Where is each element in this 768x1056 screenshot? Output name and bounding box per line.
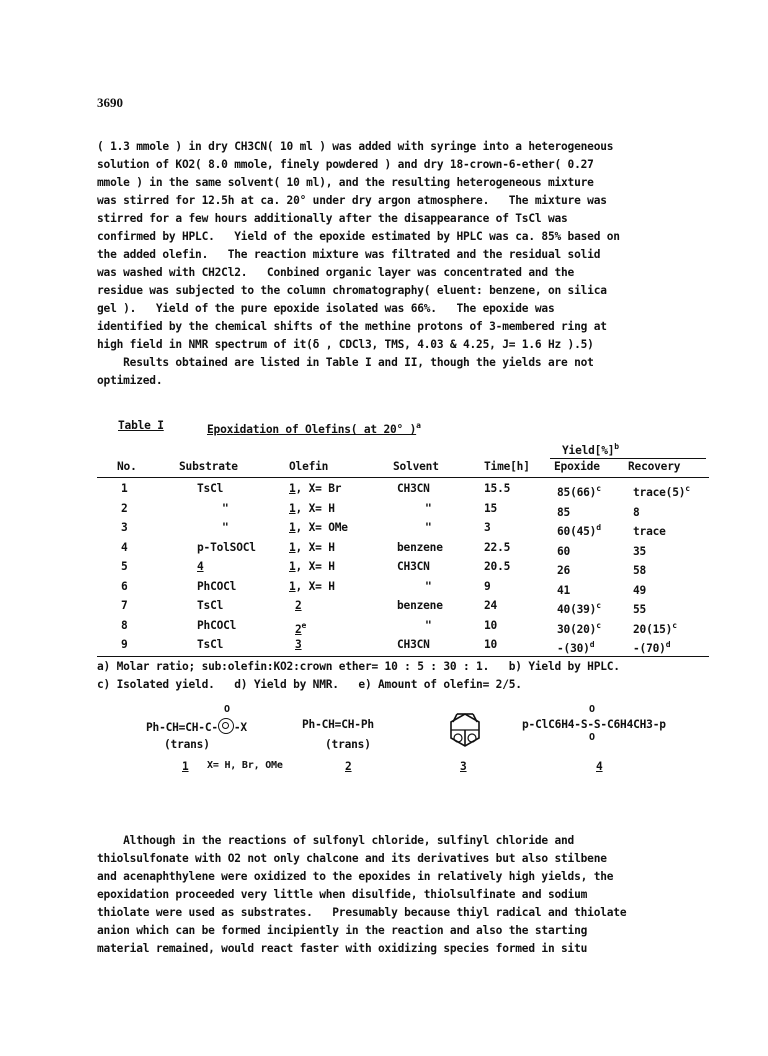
column-header: Recovery	[628, 460, 681, 473]
column-header: Substrate	[179, 460, 238, 473]
column-header: Time[h]	[484, 460, 530, 473]
cell-olefin: 1, X= H	[289, 540, 335, 554]
cell-epoxide: 85	[557, 505, 571, 519]
text-line: anion which can be formed incipiently in the reaction and also the starting	[97, 924, 588, 937]
table-footnotes	[97, 658, 717, 694]
structure-4-label: 4	[596, 760, 603, 773]
cell-time: 20.5	[484, 560, 511, 573]
cell-time: 10	[484, 638, 498, 651]
text-line: thiolsulfonate with O2 not only chalcone and its derivatives but also stilbene	[97, 852, 607, 865]
structure-2-formula: Ph-CH=CH-Ph	[302, 718, 374, 731]
cell-recovery: $trace(5)^c$	[633, 484, 690, 499]
cell-epoxide: 60	[557, 544, 571, 558]
cell-solvent: "	[425, 579, 432, 593]
text-line: stirred for a few hours additionally after the disappearance of TsCl was	[97, 212, 568, 225]
cell-epoxide: 41	[557, 583, 571, 597]
header-rule	[97, 477, 709, 478]
footnote-line: a) Molar ratio; sub:olefin:KO2:crown ether= 10 : 5 : 30 : 1. b) Yield by HPLC.	[97, 660, 620, 673]
structure-4-o-bottom: O	[589, 732, 595, 743]
text-line: epoxidation proceeded very little when disulfide, thiolsulfinate and sodium	[97, 888, 588, 901]
structure-1-formula: Ph-CH=CH-C- -X	[146, 718, 247, 734]
text-line: Although in the reactions of sulfonyl chloride, sulfinyl chloride and	[97, 834, 575, 847]
structure-4-formula: p-ClC6H4-S-S-C6H4CH3-p	[522, 718, 666, 731]
table-row	[97, 617, 709, 635]
page-number: 3690	[97, 95, 123, 110]
cell-substrate: PhCOCl	[197, 579, 237, 593]
cell-time: 9	[484, 579, 491, 593]
cell-solvent: "	[425, 521, 432, 534]
cell-time: 22.5	[484, 540, 511, 554]
structure-2-label: 2	[345, 760, 352, 773]
table-row	[97, 500, 709, 518]
text-line: mmole ) in the same solvent( 10 ml), and the resulting heterogeneous mixture	[97, 176, 594, 189]
text-line: confirmed by HPLC. Yield of the epoxide estimated by HPLC was ca. 85% based on	[97, 230, 620, 243]
cell-epoxide: $40(39)^c$	[557, 601, 601, 616]
cell-recovery: 49	[633, 583, 647, 597]
cell-solvent: CH3CN	[397, 482, 430, 495]
structure-1-substituents: X= H, Br, OMe	[207, 760, 283, 771]
text-line: solution of KO2( 8.0 mmole, finely powdered ) and dry 18-crown-6-ether( 0.27	[97, 158, 594, 171]
cell-time: 15	[484, 501, 498, 515]
cell-substrate: "	[222, 521, 229, 534]
structure-1-note: (trans)	[164, 738, 210, 751]
structure-3-label: 3	[460, 760, 467, 773]
column-header: No.	[117, 460, 137, 473]
cell-olefin: 2	[295, 599, 302, 612]
acenaphthylene-structure-icon	[443, 708, 487, 752]
footnote-line: c) Isolated yield. d) Yield by NMR. e) Amount of olefin= 2/5.	[97, 678, 522, 691]
cell-solvent: CH3CN	[397, 638, 430, 651]
cell-substrate: 4	[197, 560, 204, 573]
cell-olefin: 2e	[295, 620, 307, 636]
text-line: was stirred for 12.5h at ca. 20° under dry argon atmosphere. The mixture was	[97, 194, 607, 207]
benzene-ring-icon	[218, 718, 234, 734]
cell-epoxide: $-(30)^d$	[557, 640, 595, 655]
cell-no: 4	[121, 540, 128, 554]
cell-recovery: 8	[633, 505, 640, 519]
text-line: gel ). Yield of the pure epoxide isolated was 66%. The epoxide was	[97, 302, 555, 315]
structure-4-o-top: O	[589, 704, 595, 715]
cell-epoxide: $60(45)^d$	[557, 523, 601, 538]
cell-time: 24	[484, 599, 498, 612]
cell-time: 10	[484, 618, 498, 632]
cell-recovery: $20(15)^c$	[633, 620, 677, 636]
cell-recovery: trace	[633, 525, 666, 538]
cell-no: 1	[121, 482, 128, 495]
cell-substrate: TsCl	[197, 599, 224, 612]
cell-epoxide: $85(66)^c$	[557, 484, 601, 499]
text-line: Results obtained are listed in Table I and II, though the yields are not	[97, 356, 594, 369]
text-line: ( 1.3 mmole ) in dry CH3CN( 10 ml ) was added with syringe into a heterogeneous	[97, 140, 614, 153]
table-label: Table I	[118, 419, 164, 432]
text-line: was washed with CH2Cl2. Conbined organic layer was concentrated and the	[97, 266, 575, 279]
cell-solvent: benzene	[397, 599, 443, 612]
cell-epoxide: $30(20)^c$	[557, 620, 601, 636]
text-line: thiolate were used as substrates. Presumably because thiyl radical and thiolate	[97, 906, 627, 919]
cell-substrate: PhCOCl	[197, 618, 237, 632]
column-header: Epoxide	[554, 460, 600, 473]
table-row	[97, 480, 709, 498]
table-title: Epoxidation of Olefins( at 20° )$^a$	[207, 421, 421, 436]
column-header: Olefin	[289, 460, 329, 473]
table-row	[97, 597, 709, 615]
cell-solvent: "	[425, 501, 432, 515]
cell-no: 5	[121, 560, 128, 573]
cell-epoxide: 26	[557, 564, 571, 577]
text-line: residue was subjected to the column chromatography( eluent: benzene, on silica	[97, 284, 607, 297]
cell-no: 7	[121, 599, 128, 612]
text-line: high field in NMR spectrum of it(δ , CDCl3, TMS, 4.03 & 4.25, J= 1.6 Hz ).5)	[97, 338, 594, 351]
cell-time: 15.5	[484, 482, 511, 495]
text-line: material remained, would react faster with oxidizing species formed in situ	[97, 942, 588, 955]
text-line: identified by the chemical shifts of the methine protons of 3-membered ring at	[97, 320, 607, 333]
table-row	[97, 636, 709, 654]
cell-solvent: "	[425, 618, 432, 632]
cell-olefin: 1, X= H	[289, 579, 335, 593]
cell-recovery: 35	[633, 544, 647, 558]
cell-substrate: TsCl	[197, 638, 224, 651]
cell-solvent: benzene	[397, 540, 443, 554]
cell-recovery: $-(70)^d$	[633, 640, 671, 655]
paragraph-discussion	[97, 832, 717, 958]
text-line: the added olefin. The reaction mixture was filtrated and the residual solid	[97, 248, 601, 261]
bottom-rule	[97, 656, 709, 657]
cell-olefin: 3	[295, 638, 302, 651]
cell-no: 6	[121, 579, 128, 593]
cell-olefin: 1, X= Br	[289, 482, 342, 495]
column-header: Solvent	[393, 460, 439, 473]
text-line: optimized.	[97, 374, 163, 387]
cell-no: 9	[121, 638, 128, 651]
cell-olefin: 1, X= H	[289, 560, 335, 573]
cell-time: 3	[484, 521, 491, 534]
cell-olefin: 1, X= H	[289, 501, 335, 515]
table-row	[97, 539, 709, 557]
text-line: and acenaphthylene were oxidized to the epoxides in relatively high yields, the	[97, 870, 614, 883]
cell-substrate: TsCl	[197, 482, 224, 495]
table-row	[97, 578, 709, 596]
yield-group-header: Yield[%]$^b$	[562, 442, 619, 457]
cell-no: 8	[121, 618, 128, 632]
table-row	[97, 558, 709, 576]
paragraph-experimental	[97, 138, 717, 390]
cell-no: 3	[121, 521, 128, 534]
cell-olefin: 1, X= OMe	[289, 521, 348, 534]
structure-2-note: (trans)	[325, 738, 371, 751]
structure-1-label: 1	[182, 760, 189, 773]
cell-recovery: 58	[633, 564, 647, 577]
cell-solvent: CH3CN	[397, 560, 430, 573]
structure-1-carbonyl-o: O	[224, 704, 230, 715]
cell-substrate: "	[222, 501, 229, 515]
cell-no: 2	[121, 501, 128, 515]
table-row	[97, 519, 709, 537]
cell-recovery: 55	[633, 603, 647, 616]
cell-substrate: p-TolSOCl	[197, 540, 256, 554]
